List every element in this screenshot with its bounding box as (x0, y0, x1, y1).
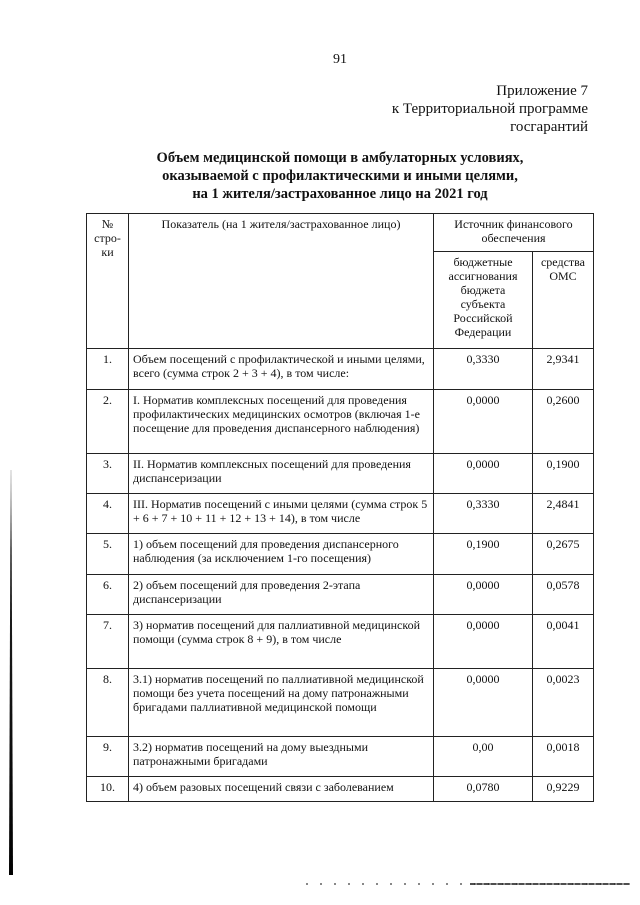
row-budget-value: 0,1900 (434, 534, 533, 575)
row-budget-value: 0,0000 (434, 390, 533, 454)
row-oms-value: 0,0578 (533, 575, 594, 615)
table-row (87, 349, 594, 390)
page-number: 91 (333, 52, 347, 67)
document-title (100, 149, 580, 203)
table-row (87, 777, 594, 802)
row-indicator: II. Норматив комплексных посещений для проведения диспансеризации (129, 454, 434, 494)
table-row (87, 390, 594, 454)
title-line-3: на 1 жителя/застрахованное лицо на 2021 год (192, 186, 488, 202)
row-budget-value: 0,3330 (434, 494, 533, 534)
row-indicator: 4) объем разовых посещений связи с заболеванием (129, 777, 434, 802)
row-oms-value: 0,2600 (533, 390, 594, 454)
medical-care-volume-table (86, 213, 594, 802)
row-indicator: I. Норматив комплексных посещений для проведения профилактических медицинских осмотров (включая 1-е посещение для проведения диспансерного наблюдения) (129, 390, 434, 454)
table-row (87, 737, 594, 777)
header-budget-allocations: бюджетные ассигнования бюджета субъекта Российской Федерации (434, 252, 533, 349)
row-oms-value: 0,2675 (533, 534, 594, 575)
row-budget-value: 0,0780 (434, 777, 533, 802)
row-budget-value: 0,0000 (434, 669, 533, 737)
row-number: 6. (87, 575, 129, 615)
row-oms-value: 2,9341 (533, 349, 594, 390)
header-indicator: Показатель (на 1 жителя/застрахованное лицо) (129, 214, 434, 349)
table-row (87, 534, 594, 575)
row-number: 2. (87, 390, 129, 454)
row-number: 3. (87, 454, 129, 494)
row-budget-value: 0,0000 (434, 454, 533, 494)
row-indicator: 3.1) норматив посещений по паллиативной медицинской помощи без учета посещений на дому патронажными бригадами паллиативной медицинской помощи (129, 669, 434, 737)
header-oms-funds: средства ОМС (533, 252, 594, 349)
appendix-line-2: к Территориальной программе (391, 101, 588, 117)
row-number: 7. (87, 615, 129, 669)
appendix-reference (392, 82, 588, 136)
table-row (87, 494, 594, 534)
row-indicator: 2) объем посещений для проведения 2-этапа диспансеризации (129, 575, 434, 615)
row-indicator: 1) объем посещений для проведения диспансерного наблюдения (за исключением 1-го посещения) (129, 534, 434, 575)
row-oms-value: 0,0018 (533, 737, 594, 777)
row-number: 1. (87, 349, 129, 390)
table-row (87, 615, 594, 669)
row-number: 4. (87, 494, 129, 534)
row-oms-value: 0,0023 (533, 669, 594, 737)
scan-artifact-edge (9, 470, 13, 875)
title-line-2: оказываемой с профилактическими и иными целями, (162, 168, 518, 184)
row-budget-value: 0,00 (434, 737, 533, 777)
row-number: 10. (87, 777, 129, 802)
row-oms-value: 0,0041 (533, 615, 594, 669)
row-budget-value: 0,0000 (434, 575, 533, 615)
row-budget-value: 0,3330 (434, 349, 533, 390)
row-indicator: III. Норматив посещений с иными целями (сумма строк 5 + 6 + 7 + 10 + 11 + 12 + 13 + 14), в том числе (129, 494, 434, 534)
appendix-line-3: госгарантий (510, 119, 588, 135)
title-line-1: Объем медицинской помощи в амбулаторных условиях, (156, 150, 524, 166)
row-number: 8. (87, 669, 129, 737)
header-row-number: № стро-ки (87, 214, 129, 349)
row-indicator: 3) норматив посещений для паллиативной медицинской помощи (сумма строк 8 + 9), в том числе (129, 615, 434, 669)
row-number: 5. (87, 534, 129, 575)
row-oms-value: 2,4841 (533, 494, 594, 534)
scan-artifact-noise-dark (470, 883, 630, 885)
row-budget-value: 0,0000 (434, 615, 533, 669)
table-row (87, 575, 594, 615)
table-row (87, 669, 594, 737)
header-funding-source: Источник финансового обеспечения (434, 214, 594, 252)
row-number: 9. (87, 737, 129, 777)
row-indicator: Объем посещений с профилактической и иными целями, всего (сумма строк 2 + 3 + 4), в том числе: (129, 349, 434, 390)
table-row (87, 454, 594, 494)
appendix-line-1: Приложение 7 (496, 83, 588, 99)
row-oms-value: 0,9229 (533, 777, 594, 802)
row-oms-value: 0,1900 (533, 454, 594, 494)
row-indicator: 3.2) норматив посещений на дому выездными патронажными бригадами (129, 737, 434, 777)
